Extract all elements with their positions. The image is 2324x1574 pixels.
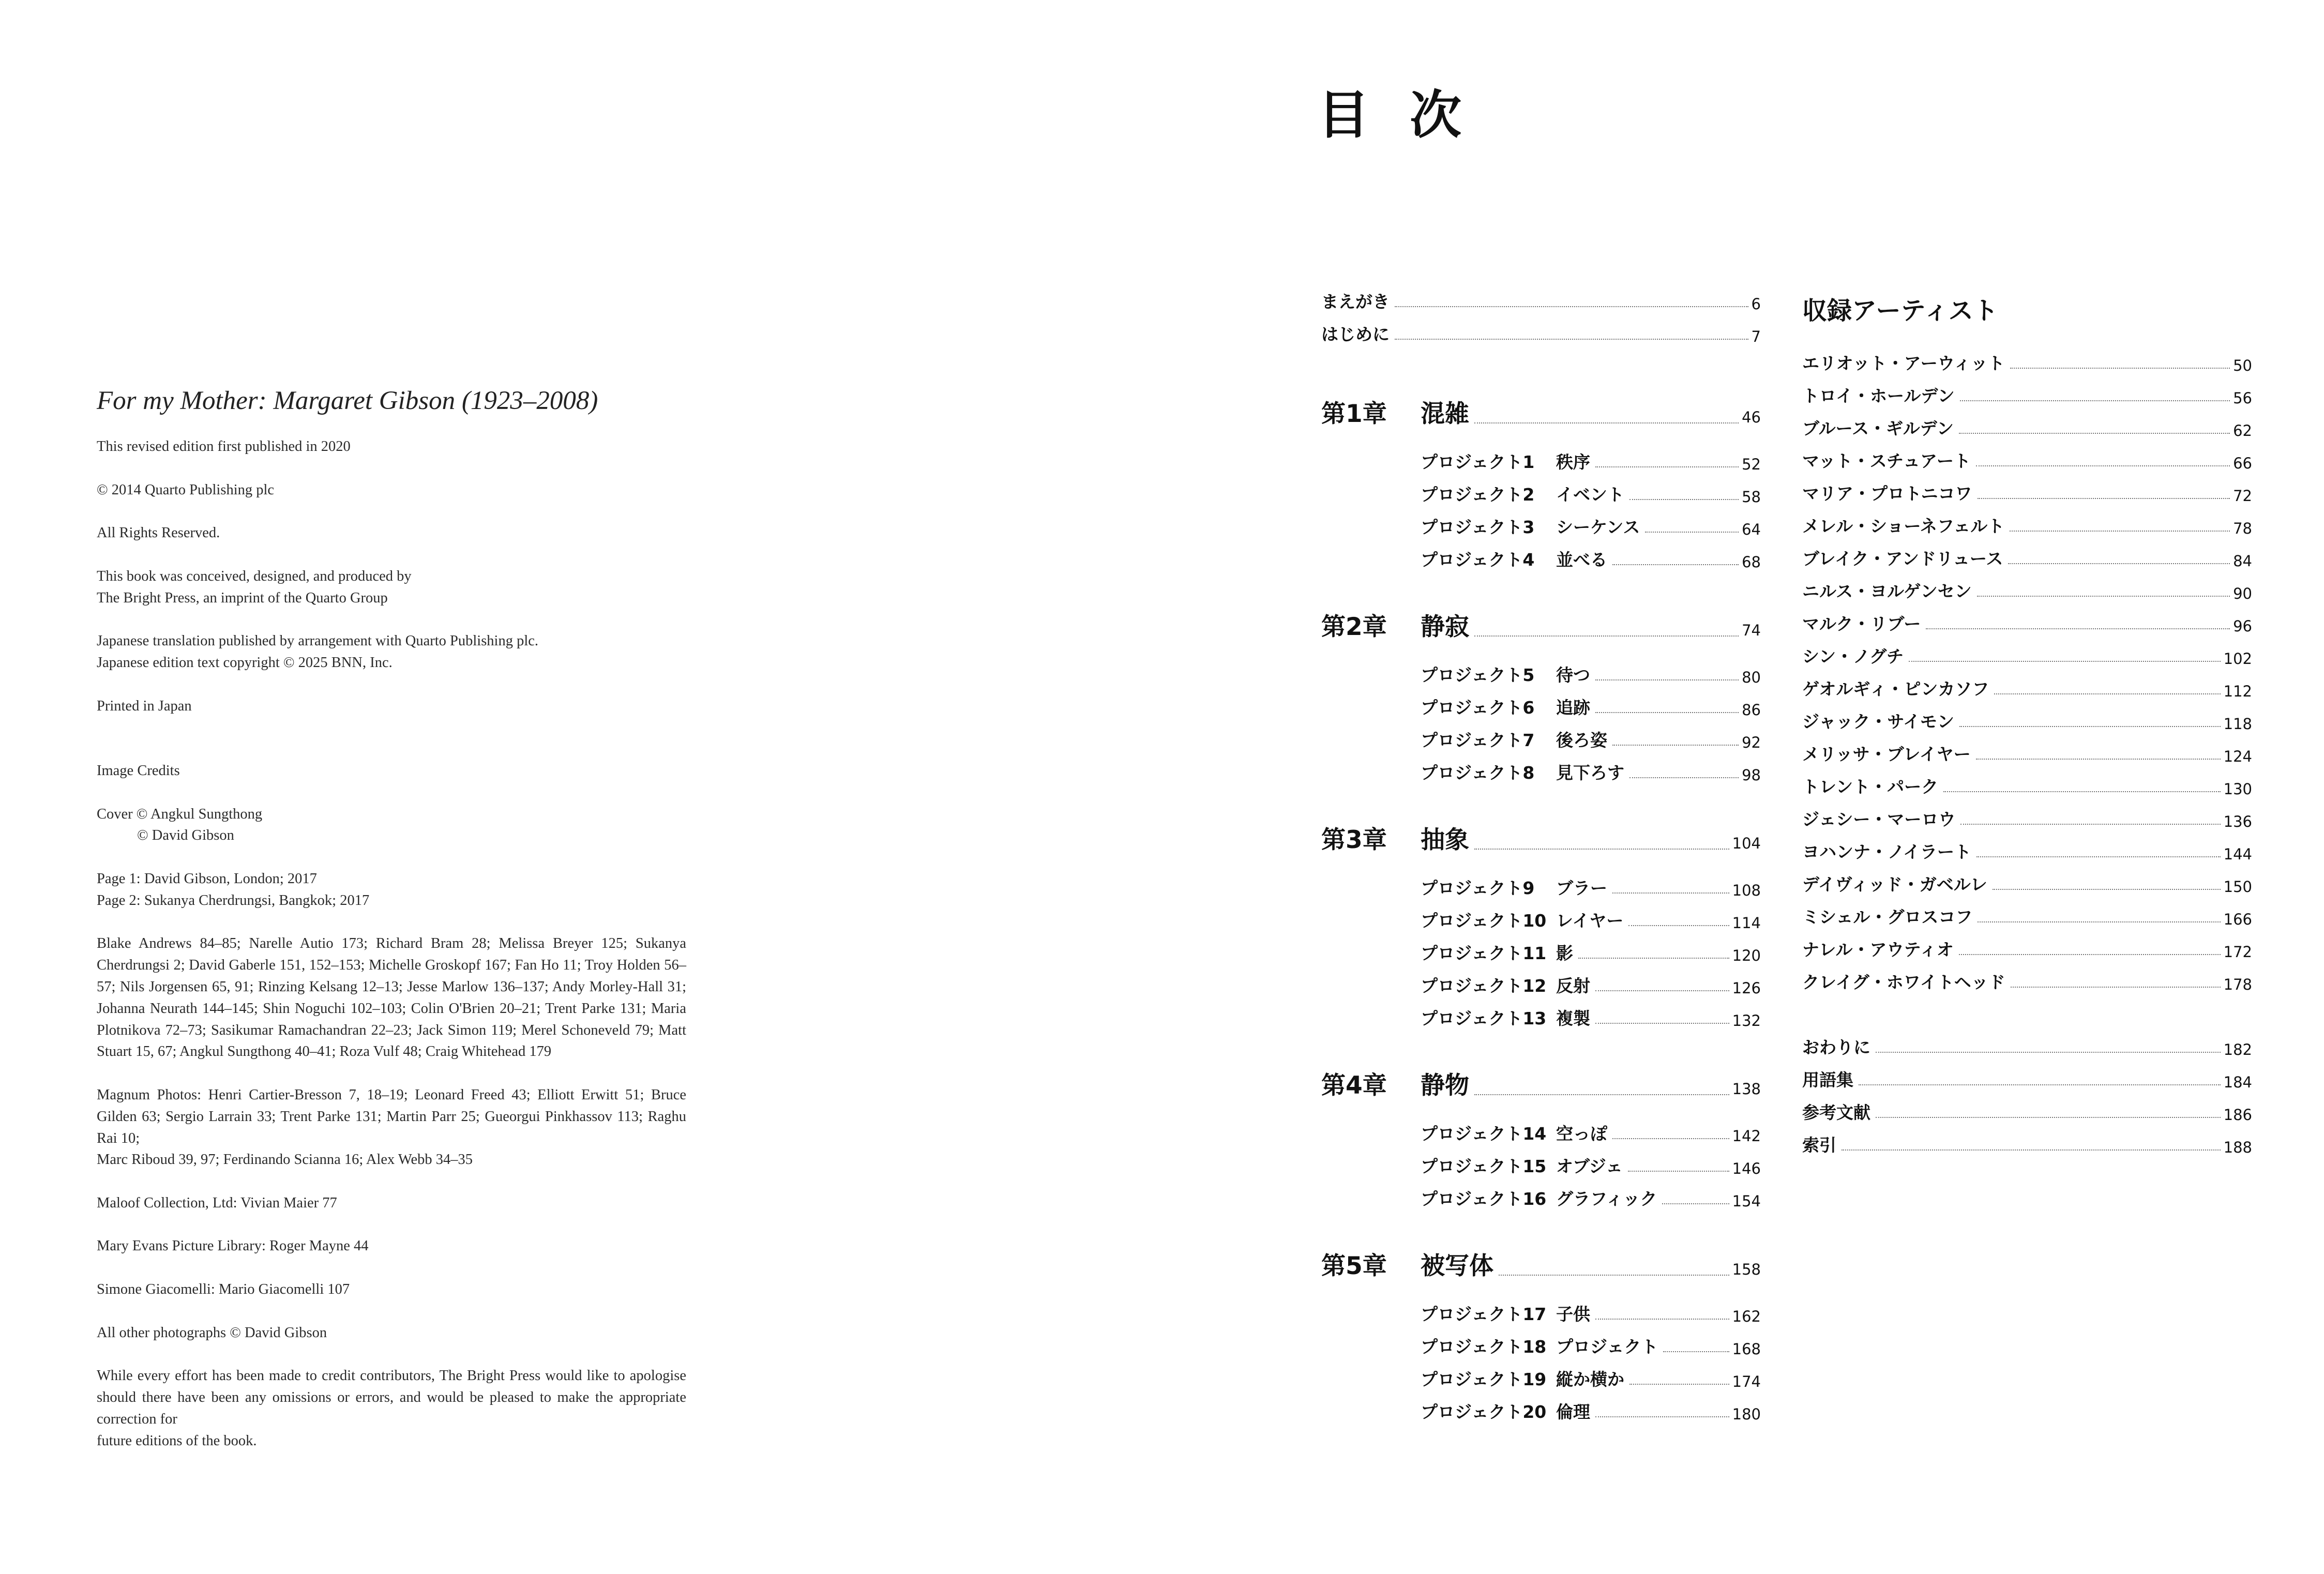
chapter-label [1321,1066,1469,1101]
toc-entry-chapter[interactable] [1321,393,1761,429]
toc-entry-chapter[interactable] [1321,1065,1761,1101]
page-number: 46 [1742,408,1761,426]
chapter-title: 静物 [1421,1071,1469,1100]
project-label [1421,547,1607,571]
entry-label: おわりに [1802,1037,1870,1057]
leader-dots [1876,1117,2221,1118]
project-label [1421,907,1623,932]
leader-dots [1663,1351,1729,1352]
project-title: プロジェクト [1556,1337,1658,1357]
leader-dots [1909,661,2220,662]
project-title: 倫理 [1556,1402,1590,1422]
chapter-title: 抽象 [1421,826,1469,854]
page-number: 142 [1732,1127,1761,1145]
toc-entry-artist[interactable] [1802,374,2252,407]
dedication: For my Mother: Margaret Gibson (1923–2008) [97,386,598,415]
project-label [1421,1153,1623,1177]
leader-dots [1926,628,2230,629]
entry-label: ジェシー・マーロウ [1802,809,1956,829]
leader-dots [1595,1023,1729,1024]
toc-entry-project[interactable] [1321,932,1761,964]
project-number: プロジェクト11 [1421,943,1547,963]
page-number: 114 [1732,914,1761,932]
toc-entry-project[interactable] [1321,538,1761,571]
project-label [1421,481,1624,506]
toc-entry-project[interactable] [1321,1112,1761,1145]
page-number: 126 [1732,979,1761,997]
page-number: 62 [2233,422,2252,440]
leader-dots [1978,921,2220,922]
project-title: イベント [1556,485,1624,505]
page-number: 6 [1751,295,1761,313]
page-number: 168 [1732,1340,1761,1358]
page-number: 186 [2223,1106,2252,1124]
page-number: 112 [2223,683,2252,700]
page-number: 120 [1732,947,1761,964]
chapter-label [1321,821,1469,855]
project-title: 縦か横か [1556,1369,1624,1389]
leader-dots [1959,954,2221,955]
chapter-label [1321,1247,1493,1281]
toc-entry-back[interactable] [1802,1124,2252,1156]
page-number: 68 [1742,553,1761,571]
toc-entry-project[interactable] [1321,506,1761,538]
entry-label: トロイ・ホールデン [1802,386,1955,406]
leader-dots [1628,925,1729,926]
toc-entry-front[interactable] [1321,280,1761,313]
project-title: 空っぽ [1556,1124,1607,1144]
toc-entry-chapter[interactable] [1321,1245,1761,1281]
entry-label: エリオット・アーウィット [1802,353,2005,373]
project-number: プロジェクト10 [1421,911,1547,931]
leader-dots [1978,498,2230,499]
leader-dots [1474,849,1729,850]
page-number: 144 [2223,845,2252,863]
project-label [1421,694,1590,719]
toc-entry-project[interactable] [1321,1390,1761,1423]
project-number: プロジェクト1 [1421,452,1535,472]
project-number: プロジェクト17 [1421,1304,1547,1324]
project-number: プロジェクト13 [1421,1008,1547,1028]
leader-dots [1960,824,2220,825]
project-title: 追跡 [1556,698,1590,718]
page-number: 174 [1732,1373,1761,1390]
toc-back-matter [1802,1026,2252,1156]
entry-label: 用語集 [1802,1070,1853,1090]
page-number: 56 [2233,389,2252,407]
toc-entry-project[interactable] [1321,1358,1761,1390]
project-list [1321,441,1761,571]
entry-label: ブルース・ギルデン [1802,418,1954,438]
project-title: 子供 [1556,1304,1590,1324]
project-title: レイヤー [1556,911,1624,931]
toc-chapter [1321,393,1761,571]
toc-entry-front[interactable] [1321,313,1761,345]
page-number: 66 [2233,455,2252,472]
entry-label: まえがき [1321,292,1390,312]
page-number: 90 [2233,585,2252,602]
leader-dots [1595,712,1739,713]
project-title: 秩序 [1556,452,1590,472]
toc-entry-back[interactable] [1802,1026,2252,1058]
toc-entry-project[interactable] [1321,473,1761,506]
chapter-label [1321,608,1469,642]
project-label [1421,1366,1624,1390]
toc-entry-project[interactable] [1321,1293,1761,1325]
project-label [1421,940,1573,964]
producer-note: This book was conceived, designed, and produced by The Bright Press, an imprint of the Quarto Group [97,568,412,606]
project-title: 待つ [1556,665,1590,685]
toc-entry-project[interactable] [1321,719,1761,751]
leader-dots [2010,368,2230,369]
project-number: プロジェクト19 [1421,1369,1547,1389]
project-title: 複製 [1556,1008,1590,1028]
page-number: 64 [1742,521,1761,538]
entry-label: 索引 [1802,1135,1836,1155]
entry-label: ナレル・アウティオ [1802,940,1954,960]
entry-label: ミシェル・グロスコフ [1802,907,1973,927]
chapter-title: 被写体 [1421,1252,1493,1280]
simone-credit: Simone Giacomelli: Mario Giacomelli 107 [97,1281,350,1298]
page-number: 136 [2223,813,2252,830]
mary-evans-credit: Mary Evans Picture Library: Roger Mayne 44 [97,1238,369,1254]
toc-entry-artist[interactable] [1802,928,2252,961]
leader-dots [1629,777,1739,778]
toc-chapter [1321,1065,1761,1210]
entry-label: マルク・リブー [1802,614,1921,634]
chapter-number: 第3章 [1321,826,1387,854]
entry-label: 参考文献 [1802,1102,1870,1123]
leader-dots [1959,726,2221,727]
toc-entry-artist[interactable] [1802,505,2252,537]
copyright-line: © 2014 Quarto Publishing plc [97,481,275,498]
entry-label: はじめに [1321,324,1390,344]
leader-dots [1943,791,2220,792]
translation-note: Japanese translation published by arrangement with Quarto Publishing plc. Japanese edition text copyright © 2025 BNN, Inc. [97,633,539,671]
leader-dots [1993,889,2221,890]
leader-dots [1595,1416,1729,1417]
toc-entry-artist[interactable] [1802,472,2252,505]
project-number: プロジェクト3 [1421,517,1535,537]
toc-entry-artist[interactable] [1802,537,2252,570]
project-title: 見下ろす [1556,763,1624,783]
project-list [1321,867,1761,1030]
project-title: オブジェ [1556,1156,1623,1176]
project-title: シーケンス [1556,517,1640,537]
project-title: 並べる [1556,550,1607,570]
toc-entry-project[interactable] [1321,1145,1761,1177]
leader-dots [1976,465,2230,466]
leader-dots [1645,532,1739,533]
leader-dots [2010,531,2230,532]
toc-entry-project[interactable] [1321,899,1761,932]
page-number: 188 [2223,1139,2252,1156]
project-label [1421,875,1607,899]
entry-label: マット・スチュアート [1802,451,1971,471]
entry-label: クレイグ・ホワイトヘッド [1802,972,2005,992]
page-number: 180 [1732,1405,1761,1423]
leader-dots [1612,1138,1729,1139]
copyright-page [97,385,686,1473]
toc-entry-artist[interactable] [1802,830,2252,863]
chapter-number: 第4章 [1321,1071,1387,1100]
leader-dots [1876,1052,2221,1053]
entry-label: デイヴィッド・ガベルレ [1802,874,1987,895]
page-number: 132 [1732,1012,1761,1030]
project-number: プロジェクト7 [1421,730,1535,750]
printed-in: Printed in Japan [97,698,192,714]
project-number: プロジェクト5 [1421,665,1535,685]
toc-entry-artist[interactable] [1802,896,2252,928]
toc-entry-back[interactable] [1802,1058,2252,1091]
page-number: 184 [2223,1073,2252,1091]
page-number: 92 [1742,734,1761,751]
entry-label: ジャック・サイモン [1802,712,1955,732]
leader-dots [1595,679,1739,680]
leader-dots [1960,400,2230,401]
artists-heading: 収録アーティスト [1802,296,1998,325]
project-number: プロジェクト6 [1421,698,1535,718]
page-number: 182 [2223,1041,2252,1058]
leader-dots [2008,563,2230,564]
entry-label: トレント・パーク [1802,777,1939,797]
project-title: 後ろ姿 [1556,730,1607,750]
project-label [1421,973,1590,997]
page-number: 166 [2223,911,2252,928]
page-number: 138 [1732,1080,1761,1098]
leader-dots [1474,635,1739,637]
page-number: 130 [2223,780,2252,798]
page-number: 74 [1742,622,1761,639]
toc-entry-artist[interactable] [1802,407,2252,440]
project-label [1421,727,1607,751]
toc-chapter [1321,819,1761,1030]
project-title: 影 [1556,943,1573,963]
project-label [1421,449,1590,473]
toc-entry-project[interactable] [1321,867,1761,899]
image-credits-heading: Image Credits [97,762,180,779]
chapter-number: 第2章 [1321,613,1387,641]
entry-label: メレル・ショーネフェルト [1802,516,2005,536]
leader-dots [1395,339,1748,340]
project-number: プロジェクト8 [1421,763,1535,783]
project-number: プロジェクト4 [1421,550,1535,570]
entry-label: シン・ノグチ [1802,646,1904,667]
leader-dots [1612,564,1739,565]
page-number: 80 [1742,669,1761,686]
project-label [1421,514,1640,538]
toc-entry-back[interactable] [1802,1091,2252,1124]
toc-artists-section [1802,295,2252,1156]
toc-entry-project[interactable] [1321,441,1761,473]
leader-dots [1842,1149,2221,1151]
toc-entry-artist[interactable] [1802,440,2252,472]
project-label [1421,760,1624,784]
leader-dots [1474,1094,1729,1095]
project-label [1421,1121,1607,1145]
page-number: 52 [1742,456,1761,473]
toc-front-matter [1321,280,1761,345]
page-number: 178 [2223,976,2252,993]
leader-dots [1595,1319,1729,1320]
entry-label: ブレイク・アンドリュース [1802,549,2003,569]
page-number: 172 [2223,943,2252,961]
leader-dots [1499,1275,1729,1276]
toc-entry-chapter[interactable] [1321,606,1761,642]
page-number: 118 [2223,715,2252,733]
leader-dots [1976,759,2221,760]
other-photos-credit: All other photographs © David Gibson [97,1324,327,1341]
maloof-credit: Maloof Collection, Ltd: Vivian Maier 77 [97,1194,337,1211]
leader-dots [1629,499,1739,500]
page-number: 146 [1732,1160,1761,1177]
chapter-number: 第1章 [1321,400,1387,428]
toc-entry-artist[interactable] [1802,733,2252,765]
page-number: 162 [1732,1308,1761,1325]
project-number: プロジェクト9 [1421,878,1535,898]
toc-entry-artist[interactable] [1802,798,2252,830]
toc-entry-project[interactable] [1321,997,1761,1030]
page-number: 96 [2233,617,2252,635]
toc-entry-artist[interactable] [1802,700,2252,733]
toc-entry-project[interactable] [1321,964,1761,997]
toc-entry-project[interactable] [1321,1177,1761,1210]
page-number: 84 [2233,552,2252,570]
page-number: 78 [2233,520,2252,537]
toc-entry-chapter[interactable] [1321,819,1761,855]
chapter-title: 静寂 [1421,613,1469,641]
toc-entry-project[interactable] [1321,1325,1761,1358]
leader-dots [1395,306,1748,307]
page-number: 104 [1732,835,1761,852]
project-label [1421,1301,1590,1325]
project-title: 反射 [1556,976,1590,996]
project-number: プロジェクト15 [1421,1156,1547,1176]
leader-dots [1628,1171,1729,1172]
leader-dots [1612,892,1729,894]
toc-entry-artist[interactable] [1802,635,2252,668]
leader-dots [1595,990,1729,991]
toc-chapter [1321,1245,1761,1423]
leader-dots [1977,596,2230,597]
page-number: 7 [1751,328,1761,345]
project-label [1421,1005,1590,1030]
entry-label: マリア・プロトニコワ [1802,483,1972,504]
leader-dots [1859,1084,2221,1085]
entry-label: ヨハンナ・ノイラート [1802,842,1972,862]
leader-dots [1595,466,1739,467]
leader-dots [1612,745,1739,746]
page-number: 150 [2223,878,2252,896]
toc-entry-artist[interactable] [1802,342,2252,374]
leader-dots [1994,693,2220,694]
page-credits: Page 1: David Gibson, London; 2017 Page 2: Sukanya Cherdrungsi, Bangkok; 2017 [97,870,370,909]
page-number: 154 [1732,1192,1761,1210]
project-list [1321,1112,1761,1210]
toc-title: 目次 [1318,85,1502,145]
toc-entry-artist[interactable] [1802,668,2252,700]
project-list [1321,654,1761,784]
project-number: プロジェクト12 [1421,976,1547,996]
page-number: 86 [1742,701,1761,719]
project-number: プロジェクト14 [1421,1124,1547,1144]
project-number: プロジェクト16 [1421,1189,1547,1209]
project-title: グラフィック [1556,1189,1657,1209]
page-number: 102 [2223,650,2252,668]
page-number: 158 [1732,1261,1761,1278]
leader-dots [2011,987,2221,988]
project-label [1421,1334,1658,1358]
leader-dots [1959,433,2230,434]
toc-entry-project[interactable] [1321,654,1761,686]
project-list [1321,1293,1761,1423]
leader-dots [1474,422,1739,423]
toc-chapter [1321,606,1761,784]
entry-label: ニルス・ヨルゲンセン [1802,581,1972,601]
page-number: 98 [1742,766,1761,784]
page-number: 58 [1742,488,1761,506]
entry-label: メリッサ・ブレイヤー [1802,744,1971,764]
project-number: プロジェクト20 [1421,1402,1547,1422]
photographer-credits: Blake Andrews 84–85; Narelle Autio 173; Richard Bram 28; Melissa Breyer 125; Sukanya Cherdrungsi 2; David Gaberle 151, 152–153; Michelle Groskopf 167; Fan Ho 11; Troy Holden 56–57; Nils Jorgensen 65, 91; Rinzing Kelsang 12–13; Jesse Marlow 136–137; Andy Morley-Hall 31; Johanna Neurath 144–145; Shin Noguchi 102–103; Colin O'Brien 20–21; Trent Parke 131; Maria Plotnikova 72–73; Sasikumar Ramachandran 22–23; Jack Simon 119; Merel Schoneveld 79; Matt Stuart 15, 67; Angkul Sungthong 40–41; Roza Vulf 48; Craig Whitehead 179 [97,935,686,1060]
project-label [1421,1399,1590,1423]
toc-entry-project[interactable] [1321,751,1761,784]
leader-dots [1578,958,1729,959]
project-label [1421,662,1590,686]
chapter-number: 第5章 [1321,1252,1387,1280]
page-number: 50 [2233,357,2252,374]
chapter-title: 混雑 [1421,400,1469,428]
toc-entry-artist[interactable] [1802,570,2252,602]
toc-entry-artist[interactable] [1802,602,2252,635]
leader-dots [1629,1384,1729,1385]
disclaimer: While every effort has been made to credit contributors, The Bright Press would like to apologise should there have been any omissions or errors, and would be pleased to make the appropriate correction for future editions of the book. [97,1368,686,1449]
project-label [1421,1186,1657,1210]
page-number: 124 [2223,748,2252,765]
project-number: プロジェクト2 [1421,485,1535,505]
rights-line: All Rights Reserved. [97,525,220,541]
page-number: 72 [2233,487,2252,505]
leader-dots [1976,856,2221,857]
toc-chapters [1321,393,1761,1423]
entry-label: ゲオルギィ・ピンカソフ [1802,679,1989,699]
magnum-credits: Magnum Photos: Henri Cartier-Bresson 7, 18–19; Leonard Freed 43; Elliott Erwitt 51; Bruce Gilden 63; Sergio Larrain 33; Trent Parke 131; Martin Parr 25; Gueorgui Pinkhassov 113; Raghu Rai 10; Marc Riboud 39, 97; Ferdinando Scianna 16; Alex Webb 34–35 [97,1086,686,1168]
project-number: プロジェクト18 [1421,1337,1547,1357]
toc-entry-project[interactable] [1321,686,1761,719]
toc-entry-artist[interactable] [1802,961,2252,993]
chapter-label [1321,395,1469,429]
page-number: 108 [1732,882,1761,899]
toc-entry-artist[interactable] [1802,765,2252,798]
edition-note: This revised edition first published in 2020 [97,438,351,455]
cover-credits: Cover © Angkul Sungthong © David Gibson [97,806,263,844]
project-title: ブラー [1556,878,1607,898]
toc-entry-artist[interactable] [1802,863,2252,896]
leader-dots [1662,1203,1729,1204]
